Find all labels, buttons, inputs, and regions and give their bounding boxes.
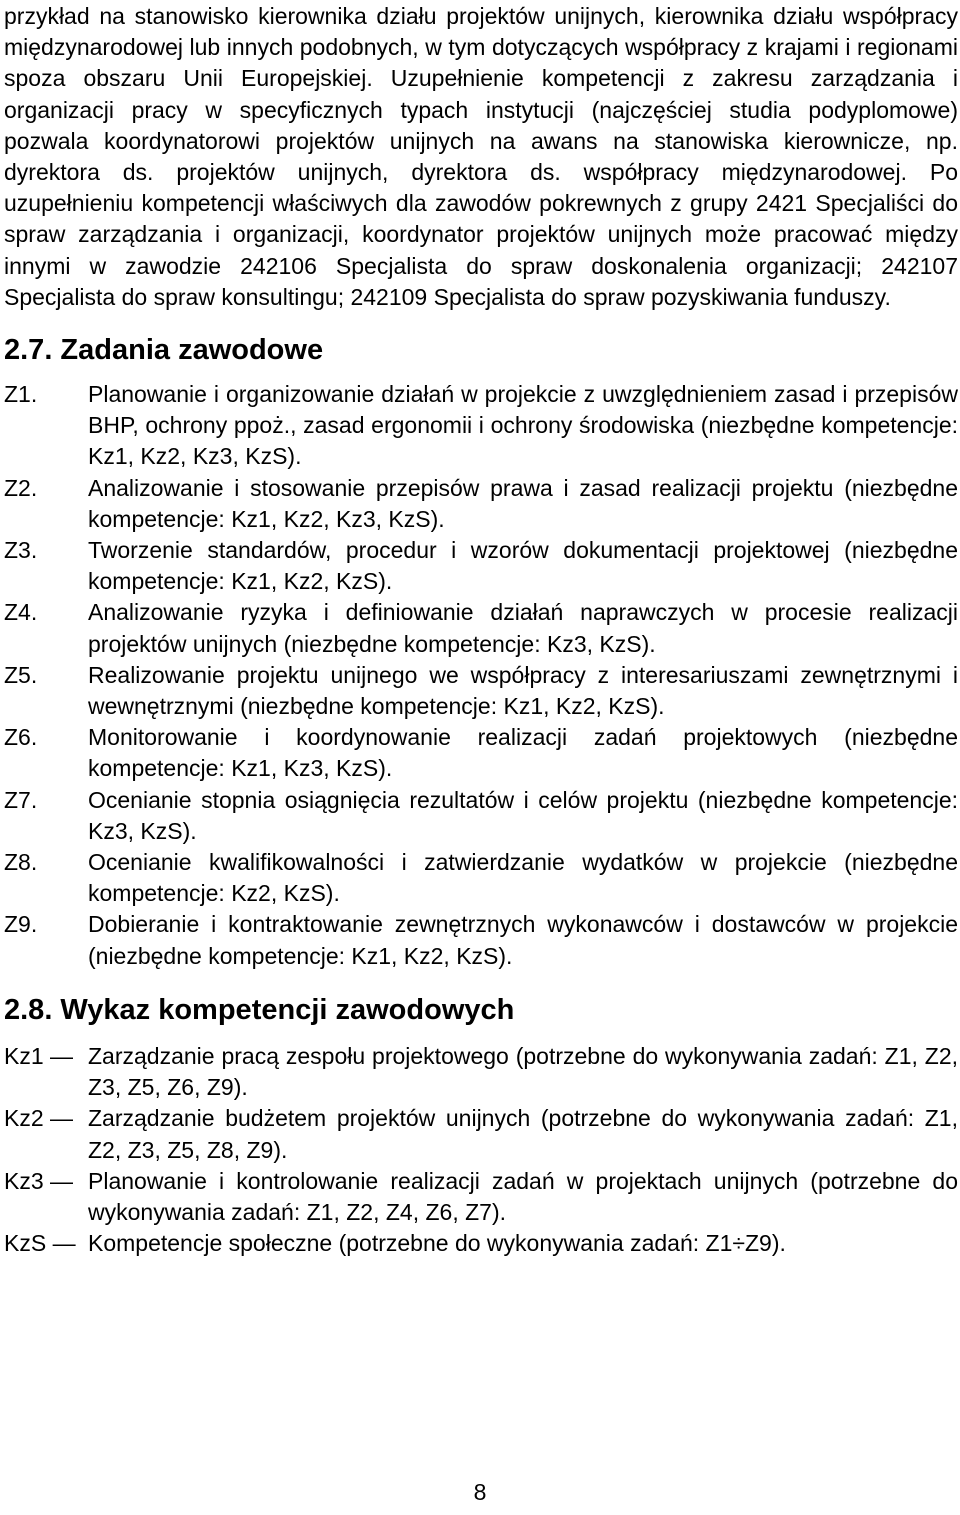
document-page (4, 0, 958, 1259)
item-text: Ocenianie stopnia osiągnięcia rezultatów i celów projektu (niezbędne kompetencje: Kz3, KzS). (88, 786, 958, 844)
item-text: Kompetencje społeczne (potrzebne do wykonywania zadań: Z1÷Z9). (88, 1230, 786, 1257)
item-text: Monitorowanie i koordynowanie realizacji zadań projektowych (niezbędne kompetencje: Kz1, Kz3, KzS). (88, 724, 958, 782)
item-text: Analizowanie i stosowanie przepisów prawa i zasad realizacji projektu (niezbędne kompetencje: Kz1, Kz2, Kz3, KzS). (88, 474, 958, 532)
list-item (4, 1228, 958, 1259)
list-item (4, 785, 958, 847)
list-item (4, 1041, 958, 1103)
item-code: Kz3 — (4, 1167, 74, 1194)
item-text: Ocenianie kwalifikowalności i zatwierdzanie wydatków w projekcie (niezbędne kompetencje: Kz2, KzS). (88, 849, 958, 907)
list-item (4, 660, 958, 722)
item-code: Z4. (4, 599, 38, 626)
item-code: KzS — (4, 1230, 76, 1257)
list-item (4, 1103, 958, 1165)
item-text: Planowanie i kontrolowanie realizacji zadań w projektach unijnych (potrzebne do wykonywania zadań: Z1, Z2, Z4, Z6, Z7). (88, 1167, 958, 1225)
competences-list (4, 1041, 958, 1259)
item-code: Z7. (4, 786, 38, 813)
item-code: Kz1 — (4, 1042, 74, 1069)
list-item (4, 535, 958, 597)
list-item (4, 597, 958, 659)
item-text: Tworzenie standardów, procedur i wzorów dokumentacji projektowej (niezbędne kompetencje: Kz1, Kz2, KzS). (88, 537, 958, 595)
item-text: Planowanie i organizowanie działań w projekcie z uwzględnieniem zasad i przepisów BHP, ochrony ppoż., zasad ergonomii i ochrony środowiska (niezbędne kompetencje: Kz1, Kz2, Kz3, KzS). (88, 381, 958, 470)
page-number: 8 (473, 1479, 487, 1505)
section-heading-competences: 2.8. Wykaz kompetencji zawodowych (4, 993, 515, 1026)
list-item (4, 909, 958, 971)
item-text: Realizowanie projektu unijnego we współpracy z interesariuszami zewnętrznymi i wewnętrznymi (niezbędne kompetencje: Kz1, Kz2, KzS). (88, 661, 958, 720)
item-code: Kz2 — (4, 1105, 74, 1132)
item-text: Dobieranie i kontraktowanie zewnętrznych wykonawców i dostawców w projekcie (niezbędne kompetencje: Kz1, Kz2, KzS). (88, 911, 958, 969)
item-code: Z2. (4, 474, 38, 501)
tasks-list (4, 379, 958, 972)
item-code: Z6. (4, 724, 38, 751)
list-item (4, 722, 958, 784)
intro-paragraph: przykład na stanowisko kierownika działu projektów unijnych, kierownika działu współpracy międzynarodowej lub innych podobnych, w tym dotyczących współpracy z krajami i regionami spoza obszaru Unii Europejskiej. Uzupełnienie kompetencji z zakresu zarządzania i organizacji pracy w specyficznych typach instytucji (najczęściej studia podyplomowe) pozwala koordynatorowi projektów unijnych na awans na stanowiska kierownicze, np. dyrektora ds. projektów unijnych, dyrektora ds. współpracy międzynarodowej. Po uzupełnieniu kompetencji właściwych dla zawodów pokrewnych z grupy 2421 Specjaliści do spraw zarządzania i organizacji, koordynator projektów unijnych może pracować między innymi w zawodzie 242106 Specjalista do spraw doskonalenia organizacji; 242107 Specjalista do spraw konsultingu; 242109 Specjalista do spraw pozyskiwania funduszy. (4, 3, 958, 310)
item-code: Z9. (4, 911, 38, 938)
item-code: Z1. (4, 381, 38, 408)
item-code: Z3. (4, 537, 38, 564)
item-text: Zarządzanie pracą zespołu projektowego (potrzebne do wykonywania zadań: Z1, Z2, Z3, Z5, Z6, Z9). (88, 1042, 958, 1101)
list-item (4, 379, 958, 473)
item-code: Z8. (4, 849, 38, 876)
item-text: Analizowanie ryzyka i definiowanie działań naprawczych w procesie realizacji projektów unijnych (niezbędne kompetencje: Kz3, KzS). (88, 599, 958, 657)
item-code: Z5. (4, 661, 38, 688)
section-heading-tasks: 2.7. Zadania zawodowe (4, 334, 324, 367)
item-text: Zarządzanie budżetem projektów unijnych (potrzebne do wykonywania zadań: Z1, Z2, Z3, Z5, Z8, Z9). (88, 1105, 958, 1163)
list-item (4, 473, 958, 535)
list-item (4, 847, 958, 909)
list-item (4, 1166, 958, 1228)
